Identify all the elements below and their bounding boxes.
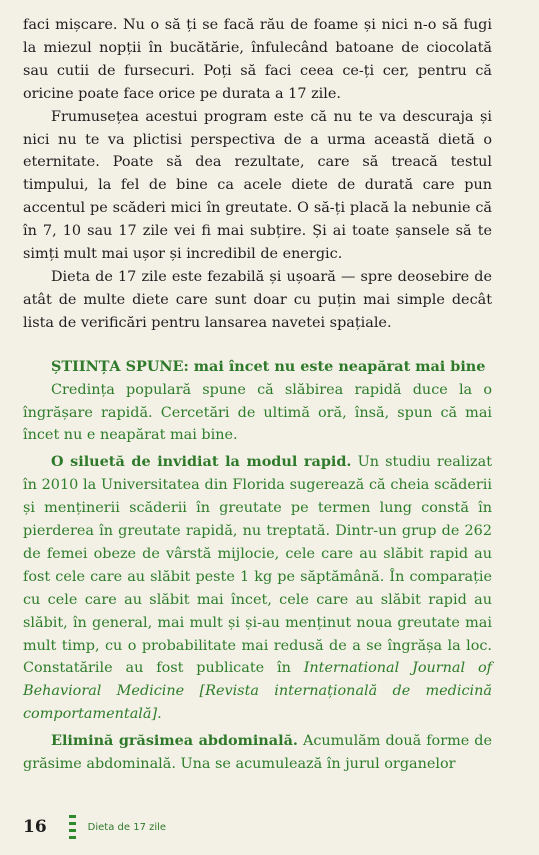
journal-title: International Journal of Behavioral Medicine [Revista internațională de medicină comportamentală] [23,660,492,723]
page-content [23,14,492,776]
paragraph-continuation: faci mișcare. Nu o să ți se facă rău de foame și nici n-o să fugi la miezul nopții în bucătărie, înfulecând batoane de ciocolată sau cutii de fursecuri. Poți să faci ceea ce-ți cer, pentru că oricine poate face orice pe durata a 17 zile. [23,17,492,102]
paragraph-feasible-diet: Dieta de 17 zile este fezabilă și ușoară — spre deosebire de atât de multe diete care sunt doar cu puțin mai simple decât lista de verificări pentru lansarea navetei spațiale. [23,268,492,331]
item-end: . [157,706,162,723]
item-text-abdominal: Acumulăm două forme de grăsime abdominală. Una se acumulează în jurul organelor [23,733,492,773]
item-lead-rapid-silhouette: O siluetă de invidiat la modul rapid. [51,453,352,471]
science-item-abdominal-fat [23,730,492,776]
footer-marker-icon [69,815,76,839]
science-intro: Credința populară spune că slăbirea rapidă duce la o îngrășare rapidă. Cercetări de ultimă oră, însă, spun că mai încet nu e neapărat mai bine. [23,381,492,444]
page-number: 16 [23,817,47,837]
page-footer [23,812,166,842]
item-lead-abdominal-fat: Elimină grăsimea abdominală. [51,732,298,750]
science-item-rapid-silhouette [23,451,492,726]
running-title: Dieta de 17 zile [87,821,167,833]
item-text-study: Un studiu realizat în 2010 la Universitatea din Florida sugerează că cheia scăderii și menținerii scăderii în greutate pe termen lung constă în pierderea în greutate rapidă, nu treptată. Dintr-un grup de 262 de femei obeze de vârstă mijlocie, cele care au slăbit rapid au fost cele care au slăbit peste 1 kg pe săptămână. În comparație cu cele care au slăbit mai încet, cele care au slăbit rapid au slăbit, în general, mai mult și și-au menținut noua greutate mai mult timp, cu o probabilitate mai redusă de a se îngrășa la loc. Constatările au fost publicate în [23,454,492,677]
paragraph-program-beauty: Frumusețea acestui program este că nu te va descuraja și nici nu te va plictisi perspectiva de a urma această dietă o eternitate. Poate să dea rezultate, care să treacă testul timpului, la fel de bine ca acele diete de durată care pun accentul pe scăderi mici în greutate. O să-ți placă la nebunie că în 7, 10 sau 17 zile vei fi mai subțire. Și ai toate șansele să te simți mult mai ușor și incredibil de energic. [23,108,492,263]
science-heading: ȘTIINȚA SPUNE: mai încet nu este neapărat mai bine [51,357,486,375]
